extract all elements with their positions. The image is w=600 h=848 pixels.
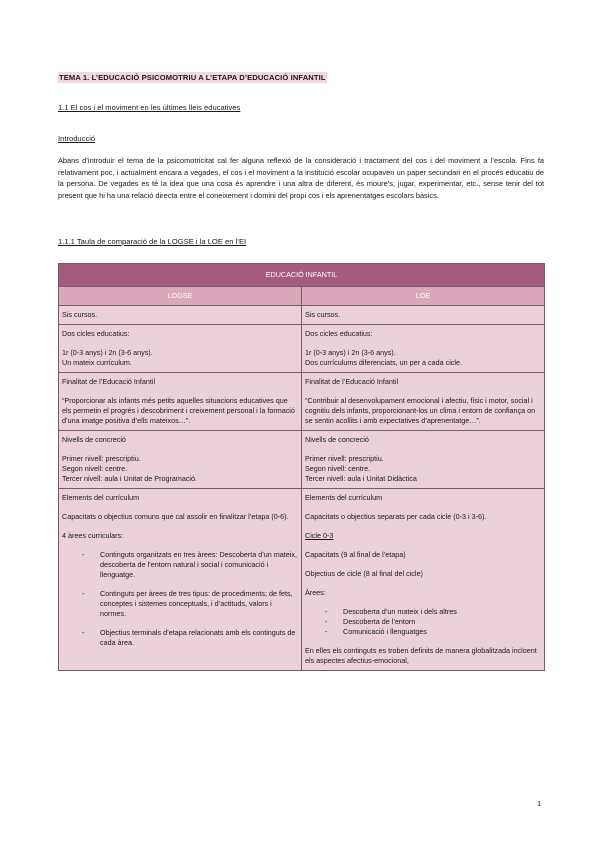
- list-item: - Descoberta de l’entorn: [325, 617, 541, 627]
- cell-line: Un mateix currículum.: [62, 358, 132, 367]
- cell-line: 1r (0-3 anys) i 2n (3-6 anys).: [305, 348, 396, 357]
- cell-title: Nivells de concreció: [305, 435, 369, 444]
- cell-text: En elles els continguts es troben definits de manera globalitzada incloent els aspectes afectius-emocional,: [305, 646, 537, 665]
- cell-logse-purpose: [59, 373, 302, 431]
- list-item: - Descoberta d’un mateix i dels altres: [325, 607, 541, 617]
- cell-loe-cycles: [302, 325, 545, 373]
- cell-line: Tercer nivell: aula i Unitat Didàctica: [305, 474, 417, 483]
- cell-text: Àrees:: [305, 588, 326, 597]
- list-item: - Objectius terminals d’etapa relacionats amb els continguts de cada àrea.: [82, 628, 298, 648]
- table-row: [59, 431, 545, 489]
- document-heading: TEMA 1. L’EDUCACIÓ PSICOMOTRIU A L’ETAPA D’EDUCACIÓ INFANTIL: [59, 73, 326, 82]
- cell-logse-levels: [59, 431, 302, 489]
- list-item: - Comunicació i llenguatges: [325, 627, 541, 637]
- cell-logse-elements: [59, 489, 302, 671]
- cell-title: Elements del currículum: [62, 493, 140, 502]
- table-row: [59, 489, 545, 671]
- column-header-logse: LOGSE: [59, 287, 302, 306]
- cell-text: Objectius de cicle (8 al final del cicle): [305, 569, 423, 578]
- cell-logse-cycles: [59, 325, 302, 373]
- table-caption: 1.1.1 Taula de comparació de la LOGSE i la LOE en l’EI: [58, 237, 247, 246]
- column-header-loe: LOE: [302, 287, 545, 306]
- cell-line: Primer nivell: prescriptiu.: [62, 454, 141, 463]
- cell-loe-levels: [302, 431, 545, 489]
- cell-text: 4 àrees curriculars:: [62, 531, 124, 540]
- cell-title: Dos cicles educatius:: [305, 329, 373, 338]
- table-row: [59, 373, 545, 431]
- cell-title: Finalitat de l’Educació Infantil: [305, 377, 399, 386]
- cell-title: Elements del currículum: [305, 493, 383, 502]
- cell-line: Segon nivell: centre.: [305, 464, 371, 473]
- cell-loe-elements: [302, 489, 545, 671]
- cell-title: Nivells de concreció: [62, 435, 126, 444]
- page-number: 1: [537, 799, 542, 808]
- logse-area-list: [62, 550, 298, 648]
- table-title-row: [59, 264, 545, 287]
- cell-loe-courses: [302, 306, 545, 325]
- comparison-table: [58, 263, 545, 671]
- cell-text: Capacitats (9 al final de l’etapa): [305, 550, 406, 559]
- section-title: 1.1 El cos i el moviment en les últimes lleis educatives: [58, 103, 241, 112]
- table-row: [59, 306, 545, 325]
- cell-text: “Proporcionar als infants més petits aquelles situacions educatives que els permetin el progrés i descobriment i creixement personal i la formació d’una imatge positiva d’ells mateixos…”.: [62, 396, 295, 425]
- table-row: [59, 325, 545, 373]
- cell-line: Segon nivell: centre.: [62, 464, 128, 473]
- cell-text: Capacitats o objectius comuns que cal assolir en finalitzar l’etapa (0-6).: [62, 512, 289, 521]
- cell-line: Primer nivell: prescriptiu.: [305, 454, 384, 463]
- cell-title: Dos cicles educatius:: [62, 329, 130, 338]
- cell-text: Sis cursos.: [305, 310, 341, 319]
- cell-line: Tercer nivell: aula i Unitat de Programació.: [62, 474, 198, 483]
- cell-line: Dos currículums diferenciats, un per a cada cicle.: [305, 358, 462, 367]
- list-item: - Continguts organitzats en tres àrees: Descoberta d’un mateix, descoberta de l’entorn natural i social i comunicació i llenguatge.: [82, 550, 298, 580]
- table-header-row: [59, 287, 545, 306]
- cell-text: Capacitats o objectius separats per cada cicle (0-3 i 3-6).: [305, 512, 487, 521]
- cell-title: Finalitat de l’Educació Infantil: [62, 377, 156, 386]
- cell-text: Sis cursos.: [62, 310, 98, 319]
- loe-area-list: [305, 607, 541, 637]
- cell-text: “Contribuir al desenvolupament emocional i afectiu, físic i motor, social i cognitiu dels infants, proporcionant-los un clima i entorn de confiança on se sentin acollits i amb expectatives d’aprenentatge…”.: [305, 396, 536, 425]
- cycle-subtitle: Cicle 0-3: [305, 531, 334, 540]
- table-title: EDUCACIÓ INFANTIL: [59, 264, 545, 287]
- cell-line: 1r (0-3 anys) i 2n (3-6 anys).: [62, 348, 153, 357]
- intro-title: Introducció: [58, 134, 96, 143]
- cell-loe-purpose: [302, 373, 545, 431]
- cell-logse-courses: [59, 306, 302, 325]
- list-item: - Continguts per àrees de tres tipus: de procediments; de fets, conceptes i sistemes conceptuals, i d’actituds, valors i normes.: [82, 589, 298, 619]
- intro-paragraph: Abans d’introduir el tema de la psicomotricitat cal fer alguna reflexió de la consideració i tractament del cos i del moviment a l’escola. Fins fa relativament poc, i actualment encara a vegades, el cos i el moviment a la institució escolar ocupaven un paper secundari en el procés educatiu de la persona. De vegades es té la idea que una cosa és aprendre i una altra de diferent, és moure’s, jugar, experimentar, etc., sense tenir del tot present que hi ha una relació directa entre el coneixement i domini del propi cos i els aprenentatges escolars bàsics.: [58, 156, 544, 200]
